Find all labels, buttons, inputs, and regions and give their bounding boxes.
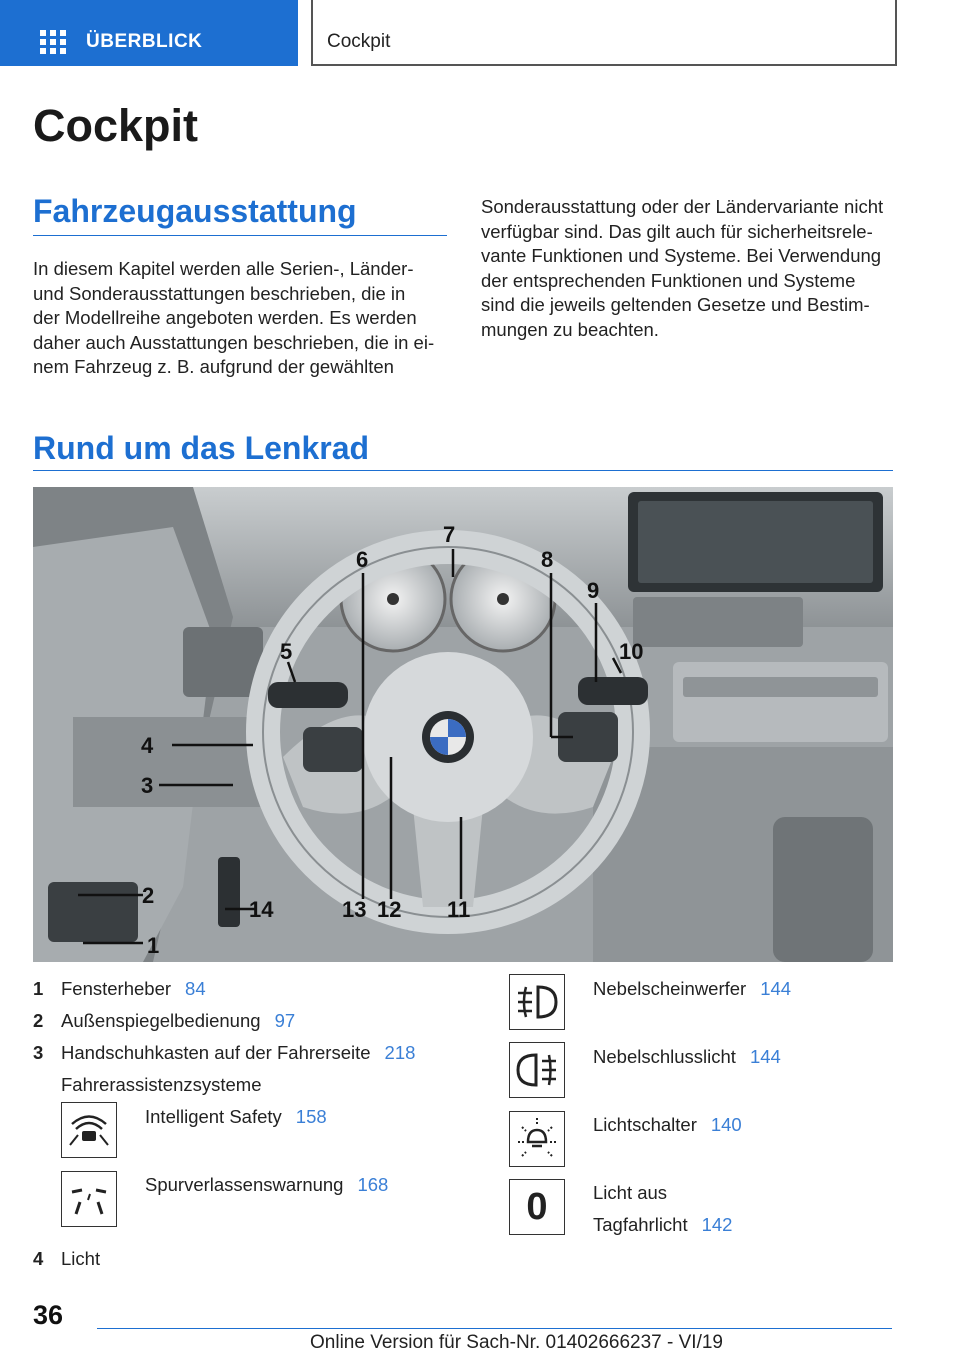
legend-text: Licht aus xyxy=(593,1182,668,1203)
legend-right xyxy=(509,974,909,1244)
text-line: verfügbar sind. Das gilt auch für sicherheitsrele- xyxy=(481,220,873,242)
light-off-symbol: 0 xyxy=(526,1185,548,1228)
callout-8: 8 xyxy=(541,547,554,572)
page-number: 36 xyxy=(33,1300,64,1330)
page-reference-link[interactable]: 97 xyxy=(274,1010,296,1031)
callout-1: 1 xyxy=(147,933,160,958)
text-line: der entsprechenden Funktionen und Systeme xyxy=(481,269,856,291)
chapter-tab[interactable] xyxy=(311,0,897,66)
legend-text: Licht xyxy=(61,1248,101,1269)
text-line: der Modellreihe angeboten werden. Es werden xyxy=(33,307,417,329)
cockpit-illustration xyxy=(33,487,893,962)
page-reference-link[interactable]: 140 xyxy=(710,1114,742,1135)
section-divider xyxy=(33,470,893,471)
light-switch-icon xyxy=(509,1111,565,1167)
legend-text: Nebelscheinwerfer xyxy=(593,978,747,999)
legend-left xyxy=(33,978,473,1278)
top-navigation-bar xyxy=(0,0,960,66)
intelligent-safety-icon xyxy=(61,1102,117,1158)
intro-paragraph-col1 xyxy=(33,257,453,380)
legend-number: 2 xyxy=(33,1010,44,1031)
chapter-tab-label: Cockpit xyxy=(327,31,391,52)
page-title: Cockpit xyxy=(33,100,199,151)
front-fog-light-icon xyxy=(509,974,565,1030)
cockpit-drawing xyxy=(33,487,893,962)
page-reference-link[interactable]: 142 xyxy=(701,1214,733,1235)
page-reference-link[interactable]: 84 xyxy=(185,978,206,999)
callout-2: 2 xyxy=(142,883,155,908)
text-line: daher auch Ausstattungen beschrieben, die in ei- xyxy=(33,331,435,353)
callout-14: 14 xyxy=(249,897,274,922)
legend-text: Lichtschalter xyxy=(593,1114,697,1135)
callout-6: 6 xyxy=(356,547,369,572)
legend-text: Intelligent Safety xyxy=(145,1106,282,1127)
section-heading-lenkrad: Rund um das Lenkrad xyxy=(33,430,370,466)
intro-paragraph-col2 xyxy=(481,195,901,343)
grid-icon xyxy=(40,30,66,54)
overview-tab[interactable] xyxy=(0,0,298,66)
page-reference-link[interactable]: 168 xyxy=(357,1174,389,1195)
callout-3: 3 xyxy=(141,773,154,798)
legend-text: Außenspiegelbedienung xyxy=(61,1010,261,1031)
legend-text: Spurverlassenswarnung xyxy=(145,1174,344,1195)
legend-number: 4 xyxy=(33,1248,44,1269)
legend-text: Tagfahrlicht xyxy=(593,1214,688,1235)
online-version-note: Online Version für Sach-Nr. 01402666237 - VI/19 xyxy=(310,1332,723,1353)
light-off-icon xyxy=(509,1179,565,1235)
text-line: mungen zu beachten. xyxy=(481,318,659,340)
callout-9: 9 xyxy=(587,578,600,603)
callout-10: 10 xyxy=(619,639,644,664)
legend-number: 3 xyxy=(33,1042,44,1063)
callout-4: 4 xyxy=(141,733,154,758)
callout-13: 13 xyxy=(342,897,367,922)
callout-11: 11 xyxy=(447,897,471,922)
rear-fog-light-icon xyxy=(509,1042,565,1098)
legend-text: Nebelschlusslicht xyxy=(593,1046,736,1067)
legend-number: 1 xyxy=(33,978,44,999)
lane-departure-icon xyxy=(61,1171,117,1227)
callout-5: 5 xyxy=(280,639,293,664)
overview-tab-label: ÜBERBLICK xyxy=(86,31,203,52)
section-heading-fahrzeugausstattung: Fahrzeugausstattung xyxy=(33,193,357,229)
text-line: Sonderausstattung oder der Ländervariante nicht xyxy=(481,196,884,217)
page-reference-link[interactable]: 144 xyxy=(749,1046,781,1067)
text-line: vante Funktionen und Systeme. Bei Verwendung xyxy=(481,245,882,267)
section-divider xyxy=(33,235,447,236)
page-reference-link[interactable]: 158 xyxy=(295,1106,327,1127)
text-line: sind die jeweils geltenden Gesetze und Bestim- xyxy=(481,294,870,316)
legend-text: Fensterheber xyxy=(61,978,172,999)
text-line: nem Fahrzeug z. B. aufgrund der gewählten xyxy=(33,356,394,378)
legend-text: Handschuhkasten auf der Fahrerseite xyxy=(61,1042,371,1063)
page-reference-link[interactable]: 218 xyxy=(384,1042,416,1063)
callout-12: 12 xyxy=(377,897,402,922)
callout-7: 7 xyxy=(443,522,456,547)
legend-text: Fahrerassistenzsysteme xyxy=(61,1074,262,1095)
text-line: und Sonderausstattungen beschrieben, die in xyxy=(33,282,406,304)
footer-divider xyxy=(97,1328,892,1329)
text-line: In diesem Kapitel werden alle Serien-, Länder- xyxy=(33,258,414,279)
page-reference-link[interactable]: 144 xyxy=(760,978,792,999)
